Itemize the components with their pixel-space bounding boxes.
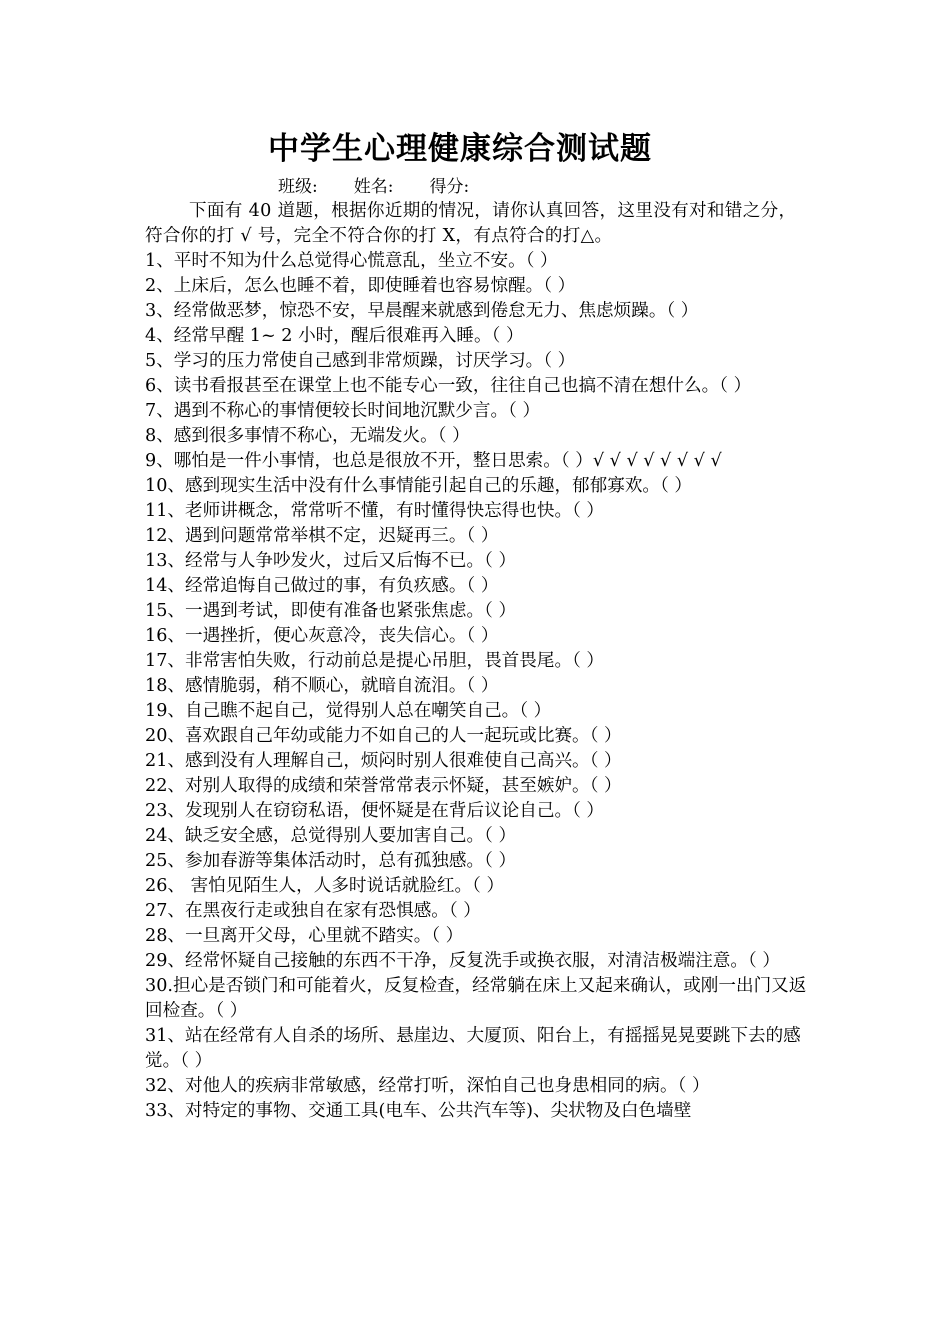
class-label: 班级: [278, 177, 318, 197]
question-item: 28、一旦离开父母，心里就不踏实。（ ） [145, 926, 464, 946]
page-title: 中学生心理健康综合测试题 [268, 131, 652, 167]
question-item: 1、平时不知为什么总觉得心慌意乱，坐立不安。（ ） [145, 251, 558, 271]
question-item: 23、发现别人在窃窃私语，便怀疑是在背后议论自己。（ ） [145, 801, 605, 821]
question-item: 13、经常与人争吵发火，过后又后悔不已。（ ） [145, 551, 517, 571]
question-item: 17、非常害怕失败，行动前总是提心吊胆，畏首畏尾。（ ） [145, 651, 605, 671]
question-body [145, 199, 810, 1124]
question-item: 4、经常早醒 1~ 2 小时，醒后很难再入睡。（ ） [145, 326, 524, 346]
question-item: 8、感到很多事情不称心，无端发火。（ ） [145, 426, 470, 446]
question-item: 20、喜欢跟自己年幼或能力不如自己的人一起玩或比赛。（ ） [145, 726, 622, 746]
question-item: 19、自己瞧不起自己，觉得别人总在嘲笑自己。（ ） [145, 701, 552, 721]
student-info-line [278, 175, 505, 199]
question-item: 7、遇到不称心的事情便较长时间地沉默少言。（ ） [145, 401, 541, 421]
question-item: 31、站在经常有人自杀的场所、悬崖边、大厦顶、阳台上，有摇摇晃晃要跳下去的感觉。（ ） [145, 1026, 801, 1071]
question-item: 2、上床后，怎么也睡不着，即使睡着也容易惊醒。（ ） [145, 276, 576, 296]
question-item: 29、经常怀疑自己接触的东西不干净，反复洗手或换衣服，对清洁极端注意。（ ） [145, 951, 780, 971]
question-item: 14、经常追悔自己做过的事，有负疚感。（ ） [145, 576, 499, 596]
question-item: 9、哪怕是一件小事情，也总是很放不开，整日思索。（ ）√ √ √ √ √ √ √ √ [145, 451, 722, 471]
question-item: 10、感到现实生活中没有什么事情能引起自己的乐趣，郁郁寡欢。（ ） [145, 476, 692, 496]
question-item: 22、对别人取得的成绩和荣誉常常表示怀疑，甚至嫉妒。（ ） [145, 776, 622, 796]
question-item: 21、感到没有人理解自己，烦闷时别人很难使自己高兴。（ ） [145, 751, 622, 771]
question-item: 11、老师讲概念，常常听不懂，有时懂得快忘得也快。（ ） [145, 501, 605, 521]
score-label: 得分: [429, 177, 470, 197]
question-item: 24、缺乏安全感，总觉得别人要加害自己。（ ） [145, 826, 517, 846]
question-item: 18、感情脆弱，稍不顺心，就暗自流泪。（ ） [145, 676, 499, 696]
name-label: 姓名: [353, 177, 394, 197]
question-item: 26、 害怕见陌生人，人多时说话就脸红。（ ） [145, 876, 505, 896]
question-item: 30.担心是否锁门和可能着火，反复检查，经常躺在床上又起来确认，或刚一出门又返回检查。（ ） [145, 976, 807, 1021]
question-item: 16、一遇挫折，便心灰意冷，丧失信心。（ ） [145, 626, 499, 646]
question-item: 12、遇到问题常常举棋不定，迟疑再三。（ ） [145, 526, 499, 546]
question-item: 32、对他人的疾病非常敏感，经常打听，深怕自己也身患相同的病。（ ） [145, 1076, 710, 1096]
question-item: 25、参加春游等集体活动时，总有孤独感。（ ） [145, 851, 517, 871]
question-item: 5、学习的压力常使自己感到非常烦躁，讨厌学习。（ ） [145, 351, 576, 371]
question-item: 6、读书看报甚至在课堂上也不能专心一致，往往自己也搞不清在想什么。（ ） [145, 376, 752, 396]
instructions-paragraph: 下面有 40 道题，根据你近期的情况，请你认真回答，这里没有对和错之分，符合你的打 √ 号，完全不符合你的打 X，有点符合的打△。 [145, 201, 797, 246]
question-item: 33、对特定的事物、交通工具(电车、公共汽车等)、尖状物及白色墙壁 [145, 1101, 692, 1121]
question-item: 15、一遇到考试，即使有准备也紧张焦虑。（ ） [145, 601, 517, 621]
question-item: 3、经常做恶梦，惊恐不安，早晨醒来就感到倦怠无力、焦虑烦躁。（ ） [145, 301, 699, 321]
question-item: 27、在黑夜行走或独自在家有恐惧感。（ ） [145, 901, 481, 921]
